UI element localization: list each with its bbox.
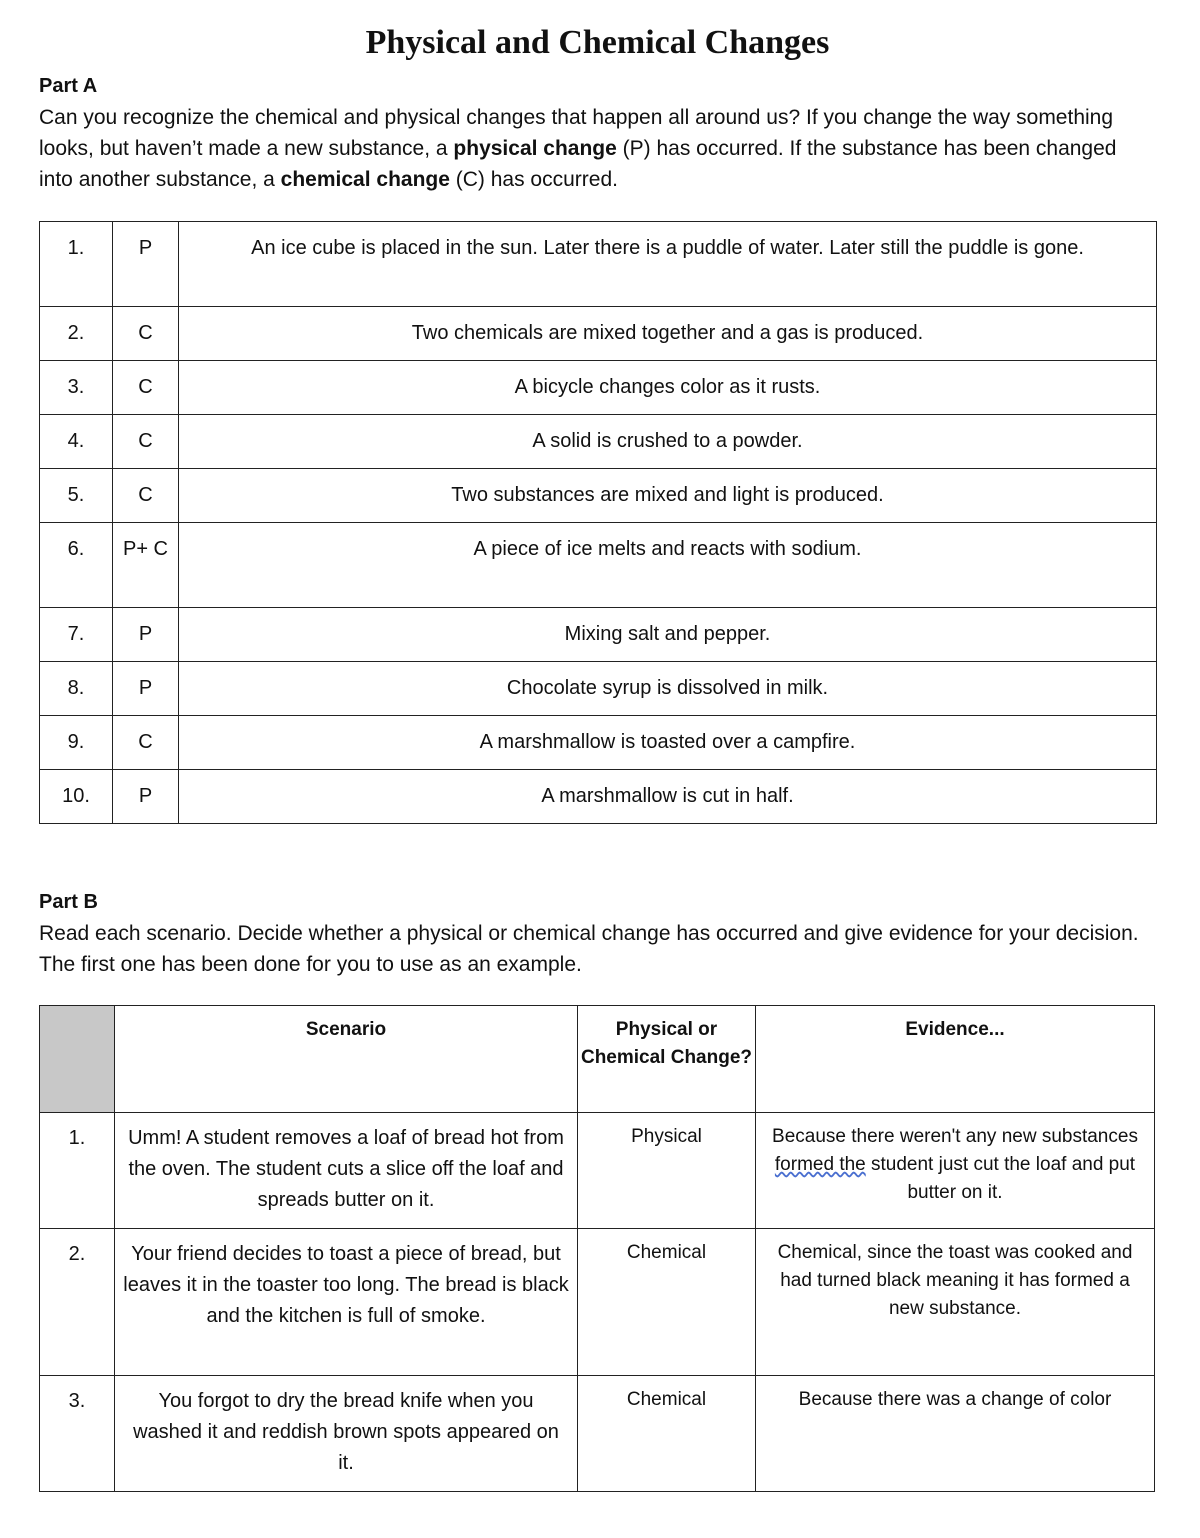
- part-a-heading: Part A: [39, 75, 98, 97]
- scenario-cell: You forgot to dry the bread knife when you washed it and reddish brown spots appeared on it.: [115, 1376, 578, 1492]
- row-number: 2.: [40, 1229, 115, 1376]
- row-number: 10.: [40, 770, 113, 824]
- row-number: 4.: [40, 415, 113, 469]
- row-number: 6.: [40, 523, 113, 608]
- description-cell: Chocolate syrup is dissolved in milk.: [179, 662, 1157, 716]
- table-row: [40, 469, 1157, 523]
- answer-cell: C: [113, 716, 179, 770]
- answer-cell: P+ C: [113, 523, 179, 608]
- part-b-intro: Read each scenario. Decide whether a physical or chemical change has occurred and give evidence for your decision. The first one has been done for you to use as an example.: [39, 922, 1139, 976]
- scenario-cell: Your friend decides to toast a piece of bread, but leaves it in the toaster too long. The bread is black and the kitchen is full of smoke.: [115, 1229, 578, 1376]
- table-row: [40, 1376, 1155, 1492]
- description-cell: Two chemicals are mixed together and a gas is produced.: [179, 307, 1157, 361]
- evidence-cell: Chemical, since the toast was cooked and had turned black meaning it has formed a new substance.: [756, 1229, 1155, 1376]
- header-corner-cell: [40, 1006, 115, 1113]
- header-change: Physical or Chemical Change?: [578, 1006, 756, 1113]
- description-cell: A marshmallow is toasted over a campfire.: [179, 716, 1157, 770]
- row-number: 1.: [40, 222, 113, 307]
- header-evidence: Evidence...: [756, 1006, 1155, 1113]
- part-b-table: [39, 1005, 1155, 1492]
- table-row: [40, 1113, 1155, 1229]
- row-number: 3.: [40, 361, 113, 415]
- table-row: [40, 361, 1157, 415]
- row-number: 2.: [40, 307, 113, 361]
- description-cell: A bicycle changes color as it rusts.: [179, 361, 1157, 415]
- description-cell: A piece of ice melts and reacts with sodium.: [179, 523, 1157, 608]
- answer-cell: C: [113, 361, 179, 415]
- table-row: [40, 1229, 1155, 1376]
- page-title: Physical and Chemical Changes: [365, 24, 830, 61]
- evidence-cell: Because there weren't any new substances formed the student just cut the loaf and put butter on it.: [756, 1113, 1155, 1229]
- row-number: 5.: [40, 469, 113, 523]
- row-number: 9.: [40, 716, 113, 770]
- answer-cell: P: [113, 662, 179, 716]
- table-row: [40, 770, 1157, 824]
- answer-cell: P: [113, 222, 179, 307]
- table-row: [40, 608, 1157, 662]
- answer-cell: C: [113, 469, 179, 523]
- table-row: [40, 716, 1157, 770]
- row-number: 7.: [40, 608, 113, 662]
- header-scenario: Scenario: [115, 1006, 578, 1113]
- table-row: [40, 222, 1157, 307]
- answer-cell: P: [113, 770, 179, 824]
- part-a-intro: Can you recognize the chemical and physical changes that happen all around us? If you change the way something looks, but haven’t made a new substance, a physical change (P) has occurred. If the substance has been changed into another substance, a chemical change (C) has occurred.: [39, 106, 1117, 191]
- description-cell: A marshmallow is cut in half.: [179, 770, 1157, 824]
- evidence-cell: Because there was a change of color: [756, 1376, 1155, 1492]
- table-row: [40, 307, 1157, 361]
- change-cell: Chemical: [578, 1376, 756, 1492]
- row-number: 3.: [40, 1376, 115, 1492]
- description-cell: Two substances are mixed and light is produced.: [179, 469, 1157, 523]
- description-cell: Mixing salt and pepper.: [179, 608, 1157, 662]
- scenario-cell: Umm! A student removes a loaf of bread hot from the oven. The student cuts a slice off the loaf and spreads butter on it.: [115, 1113, 578, 1229]
- table-row: [40, 662, 1157, 716]
- answer-cell: C: [113, 307, 179, 361]
- change-cell: Chemical: [578, 1229, 756, 1376]
- table-row: [40, 415, 1157, 469]
- row-number: 8.: [40, 662, 113, 716]
- answer-cell: P: [113, 608, 179, 662]
- spellcheck-mark: formed the: [774, 1154, 866, 1175]
- description-cell: An ice cube is placed in the sun. Later there is a puddle of water. Later still the puddle is gone.: [179, 222, 1157, 307]
- change-cell: Physical: [578, 1113, 756, 1229]
- table-row: [40, 523, 1157, 608]
- part-b-heading: Part B: [39, 891, 98, 913]
- answer-cell: C: [113, 415, 179, 469]
- description-cell: A solid is crushed to a powder.: [179, 415, 1157, 469]
- row-number: 1.: [40, 1113, 115, 1229]
- part-a-table: [39, 221, 1157, 824]
